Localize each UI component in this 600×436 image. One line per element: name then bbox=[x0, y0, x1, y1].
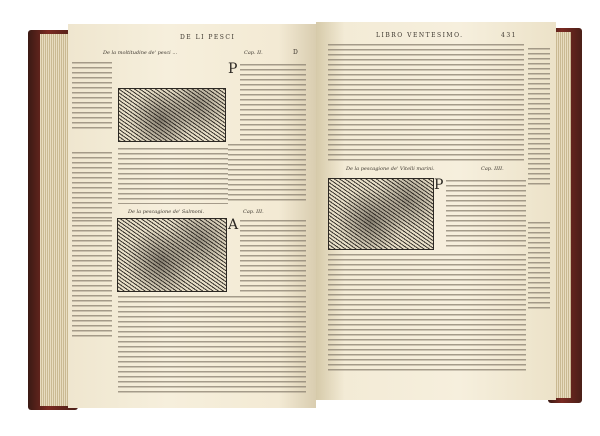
body-text bbox=[228, 144, 306, 204]
body-text bbox=[118, 296, 306, 396]
chapter-number: Cap. II. bbox=[244, 50, 263, 56]
body-text bbox=[446, 180, 526, 250]
body-text bbox=[328, 44, 524, 164]
chapter-title: De la moltitudine de' pesci ... bbox=[103, 50, 178, 56]
woodcut-illustration bbox=[118, 88, 226, 142]
folio-number: 431 bbox=[501, 32, 517, 39]
left-page bbox=[68, 24, 316, 408]
body-text bbox=[240, 220, 306, 292]
marginal-note bbox=[528, 222, 550, 312]
marginal-note bbox=[72, 152, 112, 222]
body-text bbox=[328, 254, 526, 374]
drop-cap: P bbox=[228, 61, 238, 77]
woodcut-illustration bbox=[328, 178, 434, 250]
running-head: DE LI PESCI bbox=[180, 34, 236, 41]
chapter-number: Cap. IIII. bbox=[481, 166, 504, 172]
marginal-note bbox=[528, 48, 550, 188]
right-page bbox=[316, 22, 556, 400]
body-text bbox=[118, 148, 228, 204]
marginal-note bbox=[72, 220, 112, 340]
woodcut-illustration bbox=[117, 218, 227, 292]
chapter-title: De la pescagione de' Salmoni. bbox=[128, 209, 205, 215]
drop-cap: A bbox=[228, 217, 239, 233]
chapter-title: De la pescagione de' Vitelli marini. bbox=[346, 166, 435, 172]
drop-cap: P bbox=[434, 177, 444, 193]
signature-mark: D bbox=[293, 49, 300, 56]
running-head: LIBRO VENTESIMO. bbox=[376, 32, 464, 39]
chapter-number: Cap. III. bbox=[243, 209, 264, 215]
body-text bbox=[240, 64, 306, 144]
marginal-note bbox=[72, 62, 112, 132]
page-edges-right bbox=[555, 32, 571, 398]
